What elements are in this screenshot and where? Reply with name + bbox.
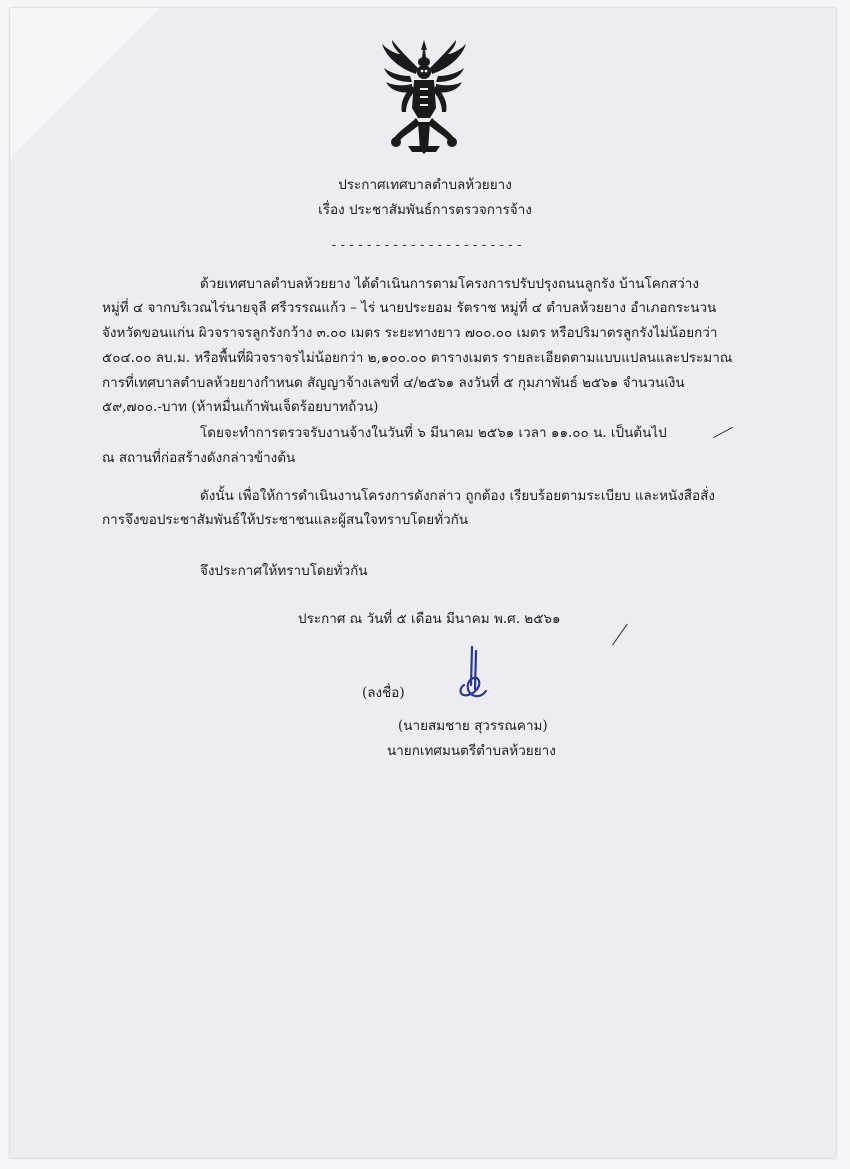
paragraph-1-line-5: การที่เทศบาลตำบลห้วยยางกำหนด สัญญาจ้างเลขที่ ๔/๒๕๖๑ ลงวันที่ ๕ กุมภาพันธ์ ๒๕๖๑ จำนวนเงิน — [102, 375, 685, 391]
sign-label: (ลงชื่อ) — [362, 685, 405, 701]
paragraph-2-line-2: ณ สถานที่ก่อสร้างดังกล่าวข้างต้น — [102, 450, 296, 466]
signer-position: นายกเทศมนตรีตำบลห้วยยาง — [387, 743, 556, 759]
signer-name: (นายสมชาย สุวรรณคาม) — [398, 718, 548, 734]
garuda-emblem-icon — [378, 38, 470, 156]
paragraph-1-line-4: ๕๐๔.๐๐ ลบ.ม. หรือพื้นที่ผิวจราจรไม่น้อยกว่า ๒,๑๐๐.๐๐ ตารางเมตร รายละเอียดตามแบบแปลนและประมาณ — [102, 350, 733, 366]
paragraph-3-line-2: การจึงขอประชาสัมพันธ์ให้ประชาชนและผู้สนใจทราบโดยทั่วกัน — [102, 512, 469, 528]
separator-line: ---------------------- — [330, 238, 525, 253]
announcement-date: ประกาศ ณ วันที่ ๕ เดือน มีนาคม พ.ศ. ๒๕๖๑ — [298, 611, 561, 627]
announcement-title: ประกาศเทศบาลตำบลห้วยยาง — [338, 177, 512, 193]
paragraph-1-line-6: ๕๙,๗๐๐.-บาท (ห้าหมื่นเก้าพันเจ็ดร้อยบาทถ้วน) — [102, 399, 379, 415]
paragraph-1-line-2: หมู่ที่ ๔ จากบริเวณไร่นายจุลี ศรีวรรณแก้ว – ไร่ นายประยอม รัตราช หมู่ที่ ๔ ตำบลห้วยยาง อำเภอกระนวน — [102, 300, 717, 316]
paragraph-3-line-1: ดังนั้น เพื่อให้การดำเนินงานโครงการดังกล่าว ถูกต้อง เรียบร้อยตามระเบียบ และหนังสือสั่ง — [200, 488, 715, 504]
announcement-subject: เรื่อง ประชาสัมพันธ์การตรวจการจ้าง — [318, 202, 532, 218]
paragraph-1-line-1: ด้วยเทศบาลตำบลห้วยยาง ได้ดำเนินการตามโครงการปรับปรุงถนนลูกรัง บ้านโคกสว่าง — [200, 276, 699, 292]
paragraph-1-line-3: จังหวัดขอนแก่น ผิวจราจรลูกรังกว้าง ๓.๐๐ เมตร ระยะทางยาว ๗๐๐.๐๐ เมตร หรือปริมาตรลูกรังไม่น้อยกว่า — [102, 325, 718, 341]
handwritten-signature — [452, 645, 492, 707]
paragraph-2-line-1: โดยจะทำการตรวจรับงานจ้างในวันที่ ๖ มีนาคม ๒๕๖๑ เวลา ๑๑.๐๐ น. เป็นต้นไป — [200, 425, 667, 441]
closing-sentence: จึงประกาศให้ทราบโดยทั่วกัน — [200, 563, 368, 579]
folded-corner — [10, 8, 160, 158]
